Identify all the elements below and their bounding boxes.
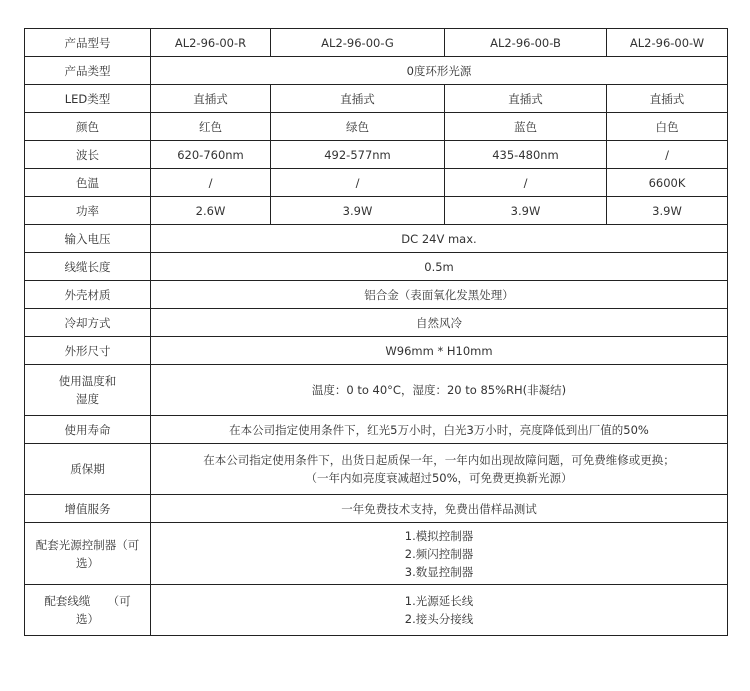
- label-controller-line-1: 配套光源控制器（可: [35, 537, 140, 552]
- row-size: [25, 337, 728, 365]
- label-warranty: 质保期: [25, 444, 151, 495]
- value-controller: [151, 523, 728, 585]
- cell-color-g: 绿色: [271, 113, 445, 141]
- label-wavelength: 波长: [25, 141, 151, 169]
- label-cables-line-1: 配套线缆 （可: [44, 594, 131, 608]
- row-warranty: [25, 444, 728, 495]
- row-shell: [25, 281, 728, 309]
- row-voltage: [25, 225, 728, 253]
- label-temp-line-2: 湿度: [76, 392, 99, 406]
- cell-wave-b: 435-480nm: [445, 141, 607, 169]
- label-power: 功率: [25, 197, 151, 225]
- cell-ct-g: /: [271, 169, 445, 197]
- cell-color-b: 蓝色: [445, 113, 607, 141]
- label-voltage: 输入电压: [25, 225, 151, 253]
- cell-power-r: 2.6W: [151, 197, 271, 225]
- row-color: [25, 113, 728, 141]
- label-shell: 外壳材质: [25, 281, 151, 309]
- row-service: [25, 495, 728, 523]
- cell-power-w: 3.9W: [607, 197, 728, 225]
- cell-wave-r: 620-760nm: [151, 141, 271, 169]
- cell-led-g: 直插式: [271, 85, 445, 113]
- label-service: 增值服务: [25, 495, 151, 523]
- spec-table: [24, 28, 728, 636]
- cables-line-1: 1.光源延长线: [404, 594, 474, 608]
- cell-ct-w: 6600K: [607, 169, 728, 197]
- row-life: [25, 416, 728, 444]
- value-voltage: DC 24V max.: [151, 225, 728, 253]
- label-controller: [25, 523, 151, 585]
- cell-model-b: AL2-96-00-B: [445, 29, 607, 57]
- cell-power-g: 3.9W: [271, 197, 445, 225]
- value-temp-humidity: 温度：0 to 40°C，湿度：20 to 85%RH(非凝结): [151, 365, 728, 416]
- value-size: W96mm * H10mm: [151, 337, 728, 365]
- cell-model-w: AL2-96-00-W: [607, 29, 728, 57]
- value-cables: [151, 585, 728, 636]
- controller-line-2: 2.频闪控制器: [404, 546, 474, 561]
- warranty-line-1: 在本公司指定使用条件下，出货日起质保一年，一年内如出现故障问题，可免费维修或更换；: [203, 453, 675, 467]
- cell-ct-b: /: [445, 169, 607, 197]
- label-cables: [25, 585, 151, 636]
- row-led: [25, 85, 728, 113]
- label-model: 产品型号: [25, 29, 151, 57]
- row-color-temp: [25, 169, 728, 197]
- label-controller-line-2: 选）: [76, 555, 99, 570]
- value-service: 一年免费技术支持，免费出借样品测试: [151, 495, 728, 523]
- warranty-line-2: （一年内如亮度衰减超过50%，可免费更换新光源）: [305, 471, 573, 485]
- cell-model-g: AL2-96-00-G: [271, 29, 445, 57]
- row-wavelength: [25, 141, 728, 169]
- row-cables: [25, 585, 728, 636]
- cell-color-r: 红色: [151, 113, 271, 141]
- label-type: 产品类型: [25, 57, 151, 85]
- row-cooling: [25, 309, 728, 337]
- value-life: 在本公司指定使用条件下，红光5万小时，白光3万小时，亮度降低到出厂值的50%: [151, 416, 728, 444]
- value-warranty: [151, 444, 728, 495]
- cell-wave-w: /: [607, 141, 728, 169]
- label-led: LED类型: [25, 85, 151, 113]
- cell-model-r: AL2-96-00-R: [151, 29, 271, 57]
- value-shell: 铝合金（表面氧化发黑处理）: [151, 281, 728, 309]
- label-cables-line-2: 选）: [76, 612, 99, 626]
- cell-ct-r: /: [151, 169, 271, 197]
- cell-wave-g: 492-577nm: [271, 141, 445, 169]
- cell-led-w: 直插式: [607, 85, 728, 113]
- cell-power-b: 3.9W: [445, 197, 607, 225]
- row-model: [25, 29, 728, 57]
- cables-line-2: 2.接头分接线: [404, 612, 474, 626]
- label-temp-line-1: 使用温度和: [58, 374, 117, 388]
- controller-line-1: 1.模拟控制器: [404, 528, 474, 543]
- row-power: [25, 197, 728, 225]
- label-cooling: 冷却方式: [25, 309, 151, 337]
- label-cable-length: 线缆长度: [25, 253, 151, 281]
- label-life: 使用寿命: [25, 416, 151, 444]
- cell-color-w: 白色: [607, 113, 728, 141]
- label-color-temp: 色温: [25, 169, 151, 197]
- row-controller: [25, 523, 728, 585]
- row-temp-humidity: [25, 365, 728, 416]
- value-type: 0度环形光源: [151, 57, 728, 85]
- value-cooling: 自然风冷: [151, 309, 728, 337]
- label-color: 颜色: [25, 113, 151, 141]
- label-size: 外形尺寸: [25, 337, 151, 365]
- value-cable-length: 0.5m: [151, 253, 728, 281]
- controller-line-3: 3.数显控制器: [404, 564, 474, 579]
- row-type: [25, 57, 728, 85]
- cell-led-r: 直插式: [151, 85, 271, 113]
- row-cable-length: [25, 253, 728, 281]
- cell-led-b: 直插式: [445, 85, 607, 113]
- label-temp-humidity: [25, 365, 151, 416]
